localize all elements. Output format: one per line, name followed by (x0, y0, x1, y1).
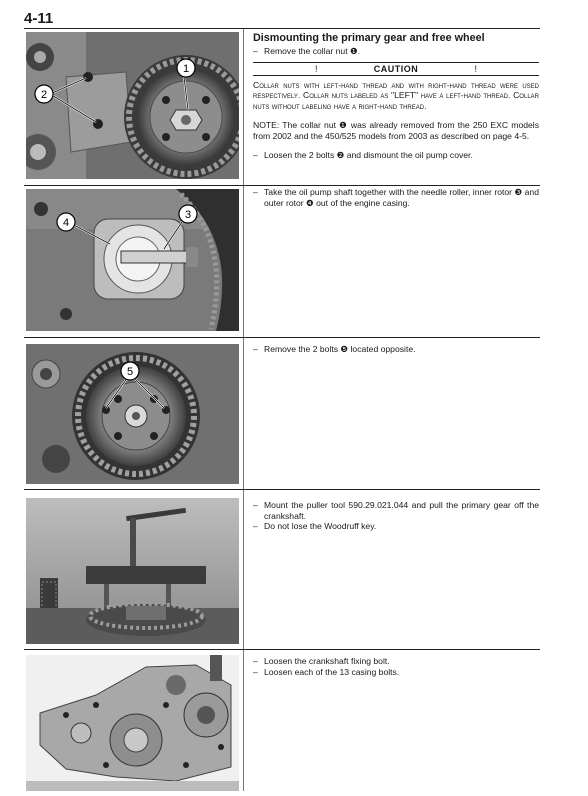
section-divider (24, 185, 540, 186)
header-rule (24, 28, 540, 29)
section-divider (24, 337, 540, 338)
callout-label: 2 (40, 89, 48, 101)
page-number: 4-11 (24, 10, 54, 27)
photo-gear-bolts (26, 344, 239, 484)
section-primary-gear (253, 32, 539, 161)
callout-label: 3 (184, 209, 192, 221)
caution-marker: ! (474, 63, 477, 74)
instruction-step: – Remove the 2 bolts ❺ located opposite. (253, 344, 539, 355)
caution-banner (253, 62, 539, 76)
caution-marker: ! (315, 63, 318, 74)
section-title: Dismounting the primary gear and free wheel (253, 32, 485, 44)
callout-label: 5 (126, 366, 134, 378)
instruction-step: – Take the oil pump shaft together with the needle roller, inner rotor ❸ and outer rotor ❹ out of the engine casing. (253, 187, 539, 208)
instruction-step: – Loosen the crankshaft fixing bolt. (253, 656, 539, 667)
callout-label: 4 (62, 217, 70, 229)
photo-oil-pump (26, 189, 239, 331)
column-divider (243, 29, 244, 791)
caution-text: Collar nuts with left-hand thread and with right-hand thread were used respectively. Collar nuts labeled as "LEFT" have a left-hand thread. Collar nuts without labeling have a right-hand thread. (253, 79, 539, 112)
instruction-step: – Mount the puller tool 590.29.021.044 and pull the primary gear off the crankshaft. (253, 500, 539, 521)
note-text: NOTE: The collar nut ❶ was already removed from the 250 EXC models from 2002 and the 450/525 models from 2003 as described on page 4-5. (253, 119, 539, 141)
photo-puller-tool (26, 498, 239, 644)
photo-primary-gear (26, 32, 239, 179)
photo-engine-casing (26, 655, 239, 791)
callout-label: 1 (182, 63, 190, 75)
instruction-step: – Loosen each of the 13 casing bolts. (253, 667, 539, 678)
instruction-step: – Do not lose the Woodruff key. (253, 521, 539, 532)
section-divider (24, 489, 540, 490)
caution-label: CAUTION (373, 63, 419, 74)
section-puller (253, 500, 539, 532)
instruction-step: – Remove the collar nut ❶. (253, 46, 539, 57)
instruction-step: – Loosen the 2 bolts ❷ and dismount the oil pump cover. (253, 150, 539, 161)
section-oil-pump (253, 187, 539, 208)
section-remove-bolts (253, 344, 539, 355)
section-casing-bolts (253, 656, 539, 677)
section-divider (24, 649, 540, 650)
